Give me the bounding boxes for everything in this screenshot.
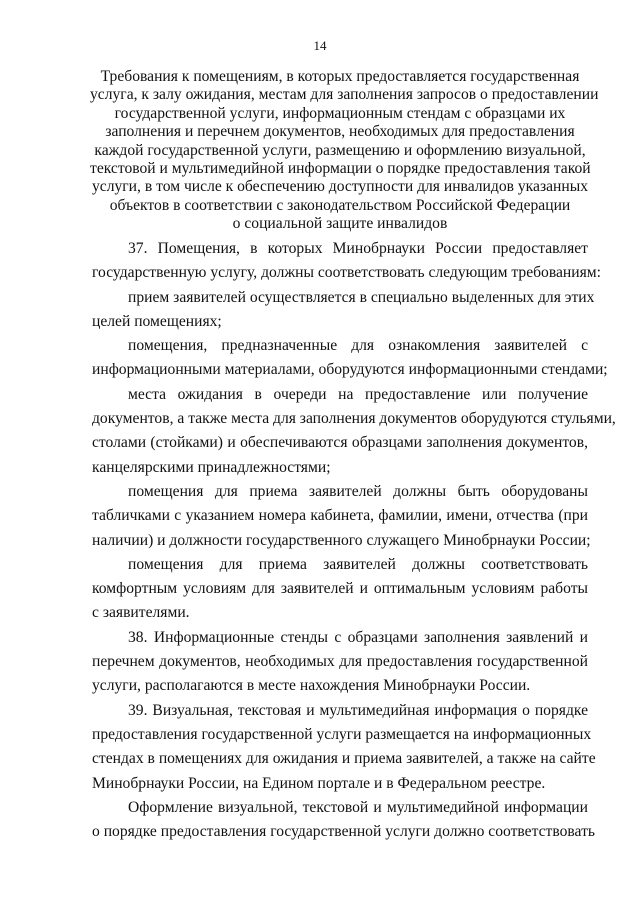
text-line: помещения, предназначенные для ознакомления заявителей с — [128, 337, 588, 355]
heading-line: государственной услуги, информационным стендам с образцами их — [114, 104, 566, 122]
paragraph-info-rooms — [92, 334, 608, 383]
text-line: документов, а также места для заполнения документов оборудуются стульями, — [92, 410, 616, 428]
text-line: комфортным условиям для заявителей и оптимальным условиям работы — [92, 580, 588, 598]
paragraph-signs — [92, 480, 591, 553]
heading-line: текстовой и мультимедийной информации о порядке предоставления такой — [90, 160, 591, 178]
paragraph-design — [92, 796, 595, 845]
text-line: помещения для приема заявителей должны соответствовать — [128, 555, 588, 573]
text-line: информационными материалами, оборудуются информационными стендами; — [92, 361, 608, 379]
text-line: о порядке предоставления государственной услуги должно соответствовать — [92, 823, 595, 841]
text-line: прием заявителей осуществляется в специально выделенных для этих — [128, 288, 595, 306]
heading-line: Требования к помещениям, в которых предоставляется государственная — [100, 68, 580, 85]
text-line: услуги, располагаются в месте нахождения Минобрнауки России. — [92, 677, 531, 695]
paragraph-comfort — [92, 553, 588, 626]
text-line: государственную услугу, должны соответствовать следующим требованиям: — [92, 264, 601, 282]
text-line: помещения для приема заявителей должны быть оборудованы — [128, 482, 588, 500]
paragraph-37 — [92, 237, 601, 286]
paragraph-waiting-places — [92, 383, 616, 480]
heading-line: услуги, в том числе к обеспечению доступности для инвалидов указанных — [91, 178, 588, 196]
text-line: предоставления государственной услуги размещается на информационных — [92, 725, 592, 743]
section-heading — [90, 68, 599, 234]
heading-line: каждой государственной услуги, размещению и оформлению визуальной, — [94, 141, 586, 159]
text-line: 39. Визуальная, текстовая и мультимедийная информация о порядке — [128, 701, 588, 719]
text-line: 37. Помещения, в которых Минобрнауки России предоставляет — [128, 240, 588, 257]
page-number: 14 — [313, 38, 327, 53]
paragraph-38 — [92, 626, 588, 699]
heading-line: объектов в соответствии с законодательством Российской Федерации — [109, 196, 571, 214]
heading-line: о социальной защите инвалидов — [232, 215, 448, 233]
heading-line: услуга, к залу ожидания, местам для заполнения запросов о предоставлении — [90, 86, 599, 104]
paragraph-reception — [92, 286, 595, 335]
text-line: столами (стойками) и обеспечиваются образцами заполнения документов, — [92, 434, 588, 452]
text-line: целей помещениях; — [92, 312, 222, 330]
text-line: места ожидания в очереди на предоставление или получение — [128, 385, 588, 403]
text-line: с заявителями. — [92, 604, 190, 622]
heading-line: заполнения и перечнем документов, необходимых для предоставления — [105, 123, 575, 141]
text-line: Оформление визуальной, текстовой и мультимедийной информации — [128, 798, 588, 816]
text-line: наличии) и должности государственного служащего Минобрнауки России; — [92, 531, 591, 549]
text-line: табличками с указанием номера кабинета, фамилии, имени, отчества (при — [92, 507, 588, 525]
text-line: перечнем документов, необходимых для предоставления государственной — [92, 653, 588, 671]
text-line: канцелярскими принадлежностями; — [92, 458, 331, 476]
text-line: Минобрнауки России, на Едином портале и в Федеральном реестре. — [92, 774, 546, 792]
text-line: стендах в помещениях для ожидания и приема заявителей, а также на сайте — [92, 750, 596, 768]
body-text — [92, 237, 616, 844]
paragraph-39 — [92, 699, 596, 796]
text-line: 38. Информационные стенды с образцами заполнения заявлений и — [128, 628, 588, 646]
